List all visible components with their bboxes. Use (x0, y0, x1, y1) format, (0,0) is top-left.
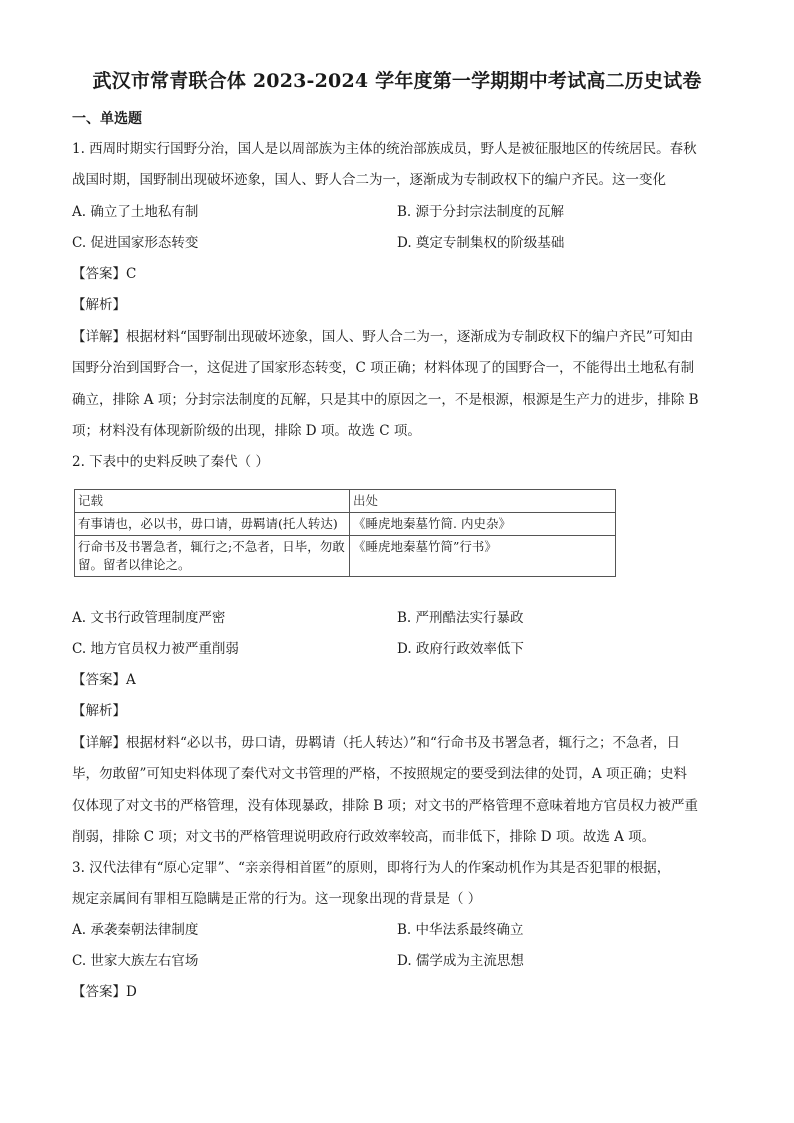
question-2-stem: 2. 下表中的史料反映了秦代（ ） (72, 454, 269, 470)
q1-option-a: A. 确立了土地私有制 (72, 204, 199, 220)
q2-detail-line-2: 毕，勿敢留”可知史料体现了秦代对文书管理的严格，不按照规定的要受到法律的处罚，A 项正确；史料 (72, 766, 687, 782)
q3-option-d: D. 儒学成为主流思想 (397, 953, 524, 969)
q3-option-b: B. 中华法系最终确立 (397, 922, 524, 938)
table-cell-source: 《睡虎地秦墓竹简”行书》 (350, 536, 616, 577)
table-cell-record: 行命书及书署急者，辄行之;不急者，日毕，勿敢留。留者以律论之。 (75, 536, 350, 577)
q1-analysis-label: 【解析】 (72, 297, 126, 313)
q1-detail-line-2: 国野分治到国野合一，这促进了国家形态转变，C 项正确；材料体现了的国野合一，不能得出土地私有制 (72, 360, 695, 376)
q1-detail-line-3: 确立，排除 A 项；分封宗法制度的瓦解，只是其中的原因之一，不是根源，根源是生产力的进步，排除 B (72, 392, 699, 408)
q3-answer: 【答案】D (72, 984, 137, 1000)
table-cell-record: 有事请也，必以书，毋口请，毋羁请(托人转达) (75, 513, 350, 536)
page-title: 武汉市常青联合体 2023-2024 学年度第一学期期中考试高二历史试卷 (92, 70, 702, 92)
source-table (74, 489, 616, 577)
q3-option-c: C. 世家大族左右官场 (72, 953, 199, 969)
table-header-record: 记载 (75, 490, 350, 513)
table-cell-source: 《睡虎地秦墓竹简. 内史杂》 (350, 513, 616, 536)
table-row (75, 513, 616, 536)
q1-option-c: C. 促进国家形态转变 (72, 235, 199, 251)
section-heading: 一、单选题 (72, 111, 142, 127)
q1-answer: 【答案】C (72, 266, 137, 282)
q2-option-d: D. 政府行政效率低下 (397, 641, 524, 657)
q1-option-b: B. 源于分封宗法制度的瓦解 (397, 204, 565, 220)
q1-detail-line-4: 项；材料没有体现新阶级的出现，排除 D 项。故选 C 项。 (72, 423, 421, 439)
q2-detail-line-1: 【详解】根据材料“必以书，毋口请，毋羁请（托人转达）”和“行命书及书署急者，辄行之；不急者，日 (72, 735, 680, 751)
q1-option-d: D. 奠定专制集权的阶级基础 (397, 235, 565, 251)
table-header-row (75, 490, 616, 513)
q3-option-a: A. 承袭秦朝法律制度 (72, 922, 199, 938)
question-3-line-1: 3. 汉代法律有“原心定罪”、“亲亲得相首匿”的原则，即将行为人的作案动机作为其是否犯罪的根据， (72, 860, 671, 876)
question-3-line-2: 规定亲属间有罪相互隐瞒是正常的行为。这一现象出现的背景是（ ） (72, 891, 482, 907)
question-1-line-2: 战国时期，国野制出现破坏迹象，国人、野人合二为一，逐渐成为专制政权下的编户齐民。这一变化 (72, 172, 666, 188)
q2-detail-line-4: 削弱，排除 C 项；对文书的严格管理说明政府行政效率较高，而非低下，排除 D 项。故选 A 项。 (72, 829, 656, 845)
q2-option-a: A. 文书行政管理制度严密 (72, 610, 226, 626)
q1-detail-line-1: 【详解】根据材料“国野制出现破坏迹象，国人、野人合二为一，逐渐成为专制政权下的编户齐民”可知由 (72, 329, 694, 345)
q2-detail-line-3: 仅体现了对文书的严格管理，没有体现暴政，排除 B 项；对文书的严格管理不意味着地方官员权力被严重 (72, 798, 699, 814)
q2-analysis-label: 【解析】 (72, 703, 126, 719)
question-1-line-1: 1. 西周时期实行国野分治，国人是以周部族为主体的统治部族成员，野人是被征服地区的传统居民。春秋 (72, 141, 697, 157)
table-header-source: 出处 (350, 490, 616, 513)
q2-answer: 【答案】A (72, 672, 136, 688)
q2-option-c: C. 地方官员权力被严重削弱 (72, 641, 239, 657)
table-row (75, 536, 616, 577)
q2-option-b: B. 严刑酷法实行暴政 (397, 610, 524, 626)
